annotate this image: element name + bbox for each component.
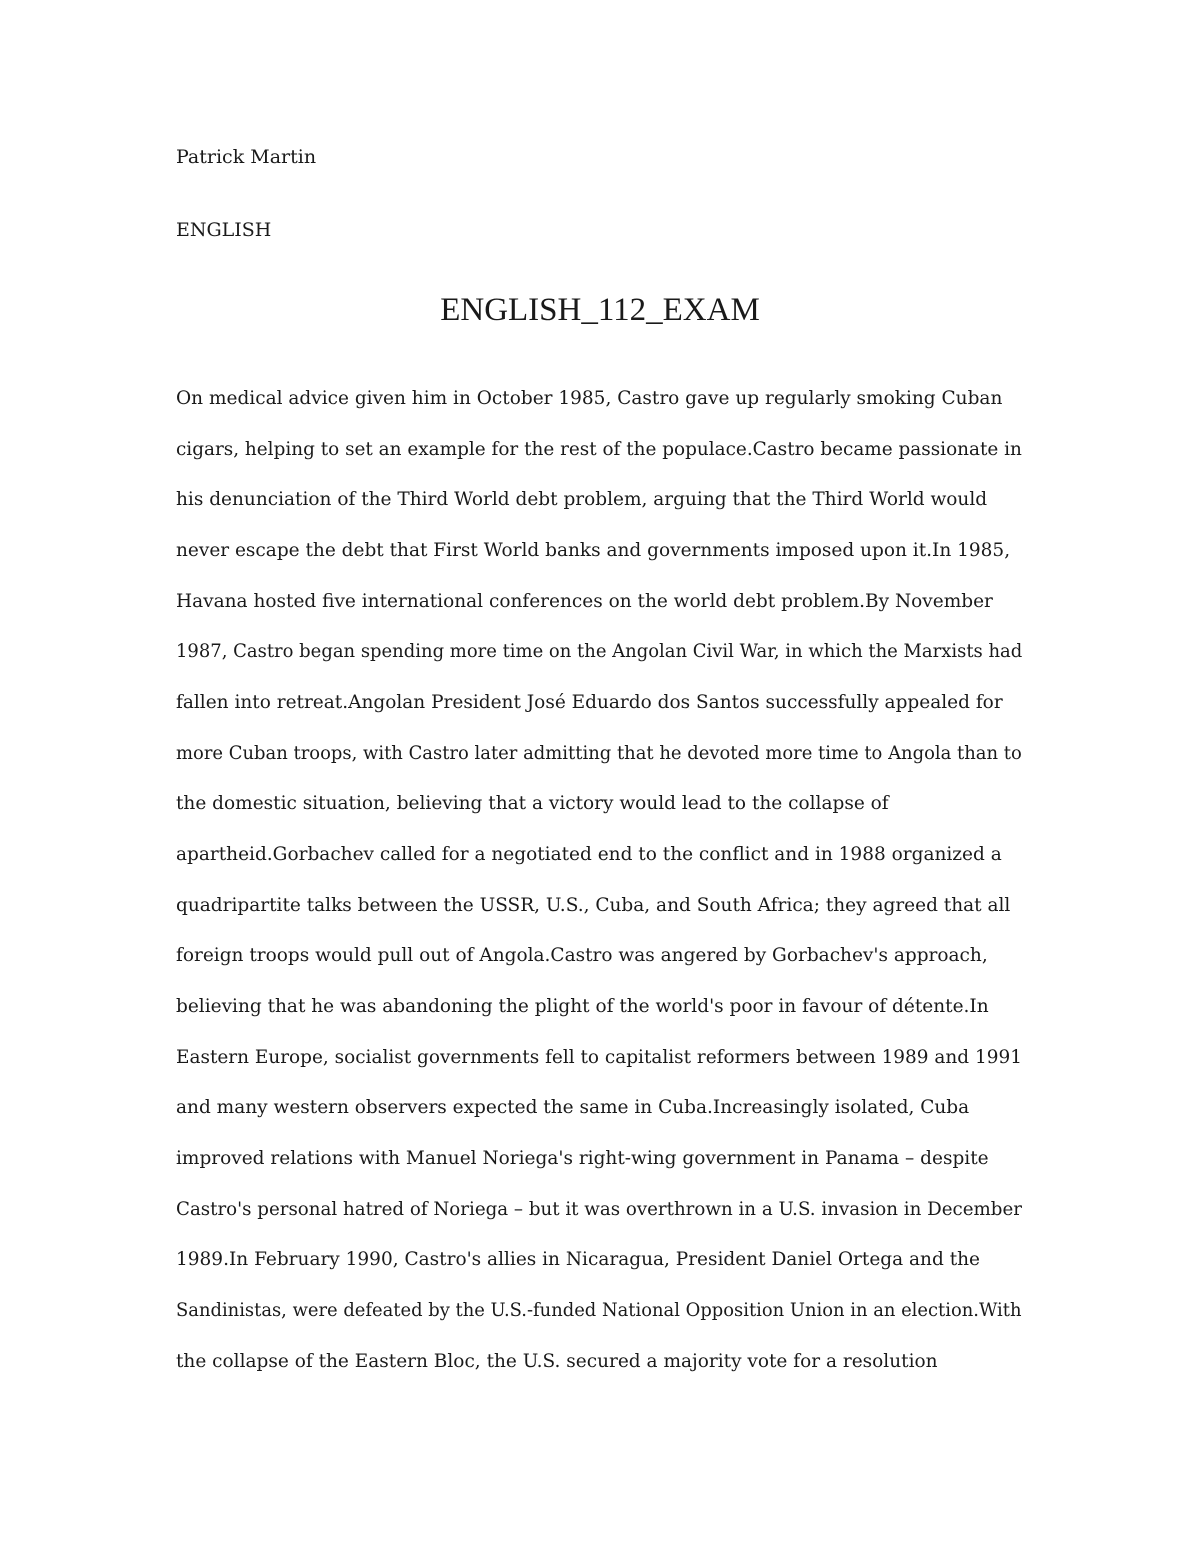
body-line: Castro's personal hatred of Noriega – but it was overthrown in a U.S. invasion in December <box>176 1199 1022 1220</box>
body-line: 1989.In February 1990, Castro's allies in Nicaragua, President Daniel Ortega and the <box>176 1249 980 1270</box>
body-line: the domestic situation, believing that a victory would lead to the collapse of <box>176 793 889 814</box>
body-line: his denunciation of the Third World debt problem, arguing that the Third World would <box>176 489 988 510</box>
body-line: never escape the debt that First World banks and governments imposed upon it.In 1985, <box>176 540 1011 561</box>
body-line: Sandinistas, were defeated by the U.S.-funded National Opposition Union in an election.With <box>176 1300 1022 1321</box>
body-line: Eastern Europe, socialist governments fell to capitalist reformers between 1989 and 1991 <box>176 1047 1022 1068</box>
body-line: Havana hosted five international conferences on the world debt problem.By November <box>176 591 993 612</box>
body-line: cigars, helping to set an example for the rest of the populace.Castro became passionate in <box>176 439 1022 460</box>
body-line: quadripartite talks between the USSR, U.S., Cuba, and South Africa; they agreed that all <box>176 895 1011 916</box>
body-line: apartheid.Gorbachev called for a negotiated end to the conflict and in 1988 organized a <box>176 844 1002 865</box>
course-name: ENGLISH <box>176 219 272 241</box>
document-title: ENGLISH_112_EXAM <box>440 292 760 328</box>
author-name: Patrick Martin <box>176 146 317 168</box>
body-line: fallen into retreat.Angolan President José Eduardo dos Santos successfully appealed for <box>176 692 1003 713</box>
body-line: On medical advice given him in October 1985, Castro gave up regularly smoking Cuban <box>176 388 1003 409</box>
body-line: and many western observers expected the same in Cuba.Increasingly isolated, Cuba <box>176 1097 970 1118</box>
body-line: improved relations with Manuel Noriega's right-wing government in Panama – despite <box>176 1148 989 1169</box>
body-line: 1987, Castro began spending more time on the Angolan Civil War, in which the Marxists had <box>176 641 1023 662</box>
body-line: believing that he was abandoning the plight of the world's poor in favour of détente.In <box>176 996 989 1017</box>
body-line: foreign troops would pull out of Angola.Castro was angered by Gorbachev's approach, <box>176 945 988 966</box>
body-line: more Cuban troops, with Castro later admitting that he devoted more time to Angola than to <box>176 743 1022 764</box>
body-line: the collapse of the Eastern Bloc, the U.S. secured a majority vote for a resolution <box>176 1351 938 1372</box>
